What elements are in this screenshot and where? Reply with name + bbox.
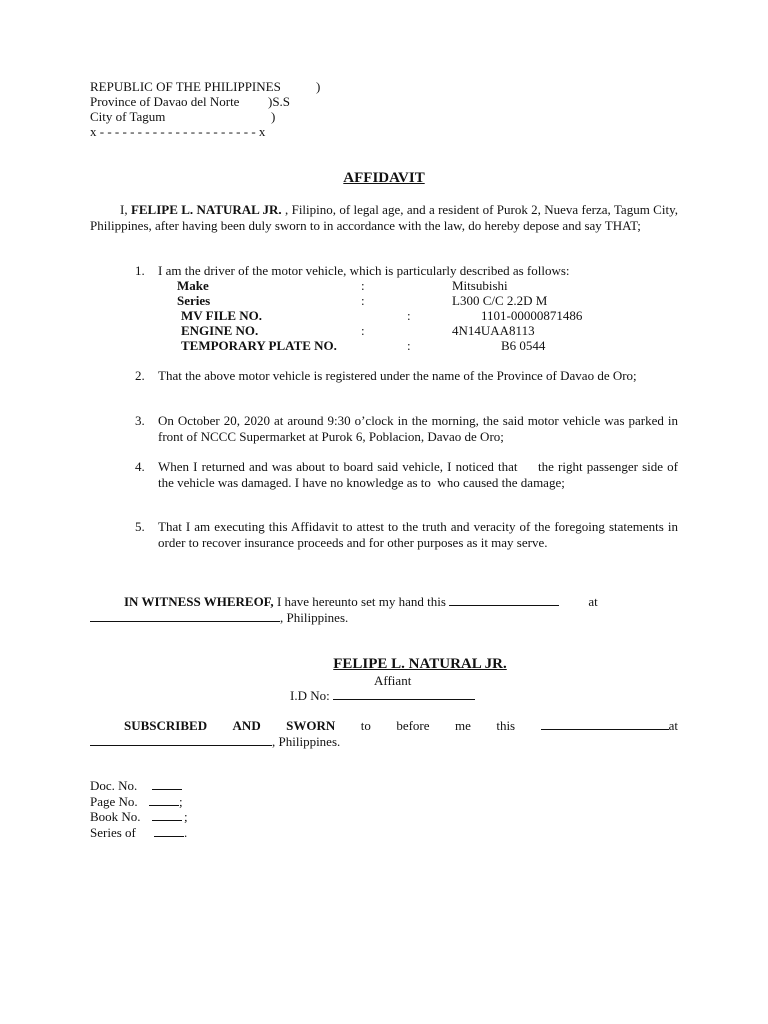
list-item: 1. I am the driver of the motor vehicle, which is particularly described as follows: [135,263,570,278]
witness-lead: IN WITNESS WHEREOF, [124,594,274,609]
affiant-name-inline: FELIPE L. NATURAL JR. [130,202,282,217]
id-number-line: I.D No: [290,688,475,704]
vehicle-row-make: Make : Mitsubishi [177,278,508,293]
book-no-blank[interactable] [152,809,182,821]
document-title: AFFIDAVIT [343,170,425,186]
vehicle-row-mv-file: MV FILE NO. : 1101-00000871486 [181,308,583,323]
book-no-row: Book No. ; [90,809,188,824]
vehicle-row-engine: ENGINE NO. : 4N14UAA8113 [181,323,535,338]
jurat-date-blank[interactable] [541,718,669,730]
doc-no-blank[interactable] [152,778,182,790]
witness-clause: IN WITNESS WHEREOF, I have hereunto set my hand this at , Philippines. [90,594,678,626]
jurat-line: SUBSCRIBED AND SWORN to before me this at [124,718,678,733]
notarial-register [90,778,188,840]
intro-paragraph: I, FELIPE L. NATURAL JR. , Filipino, of legal age, and a resident of Purok 2, Nueva ferza, Tagum City, Philippines, after having been duly sworn to in accordance with the law, do hereby depose and say THAT; [90,202,678,233]
vehicle-row-plate: TEMPORARY PLATE NO. : B6 0544 [181,338,546,353]
doc-no-row: Doc. No. [90,778,141,794]
caption-line-province: Province of Davao del Norte )S.S [90,94,291,109]
date-blank[interactable] [449,594,559,606]
list-item: 2. That the above motor vehicle is registered under the name of the Province of Davao de Oro; [135,368,637,383]
series-blank[interactable] [154,825,184,837]
series-row: Series of . [90,824,188,840]
jurat-place-blank[interactable] [90,734,272,746]
jurat-date-group: at [541,718,678,734]
list-item: 5. That I am executing this Affidavit to attest to the truth and veracity of the foregoing statements in order to recover insurance proceeds and for other purposes as it may serve. [135,519,678,550]
caption-line-republic: REPUBLIC OF THE PHILIPPINES ) [90,79,321,94]
affiant-signature-name: FELIPE L. NATURAL JR. [333,656,507,672]
caption-divider: x - - - - - - - - - - - - - - - - - - - - - x [90,124,266,139]
place-blank[interactable] [90,610,280,622]
caption-line-city: City of Tagum ) [90,109,276,124]
vehicle-row-series: Series : L300 C/C 2.2D M [177,293,548,308]
page-no-row: Page No. ; [90,793,183,809]
venue-caption [90,79,321,139]
list-item: 3. On October 20, 2020 at around 9:30 o’clock in the morning, the said motor vehicle was parked in front of NCCC Supermarket at Purok 6, Poblacion, Davao de Oro; [135,413,678,444]
page-no-blank[interactable] [149,794,179,806]
jurat-place-line: , Philippines. [90,734,678,750]
list-item: 4. When I returned and was about to board said vehicle, I noticed that the right passenger side of the vehicle was damaged. I have no knowledge as to who caused the damage; [135,459,682,490]
affiant-label: Affiant [374,673,412,688]
jurat-clause [90,718,678,750]
id-number-blank[interactable] [333,688,475,700]
vehicle-details [175,278,675,353]
